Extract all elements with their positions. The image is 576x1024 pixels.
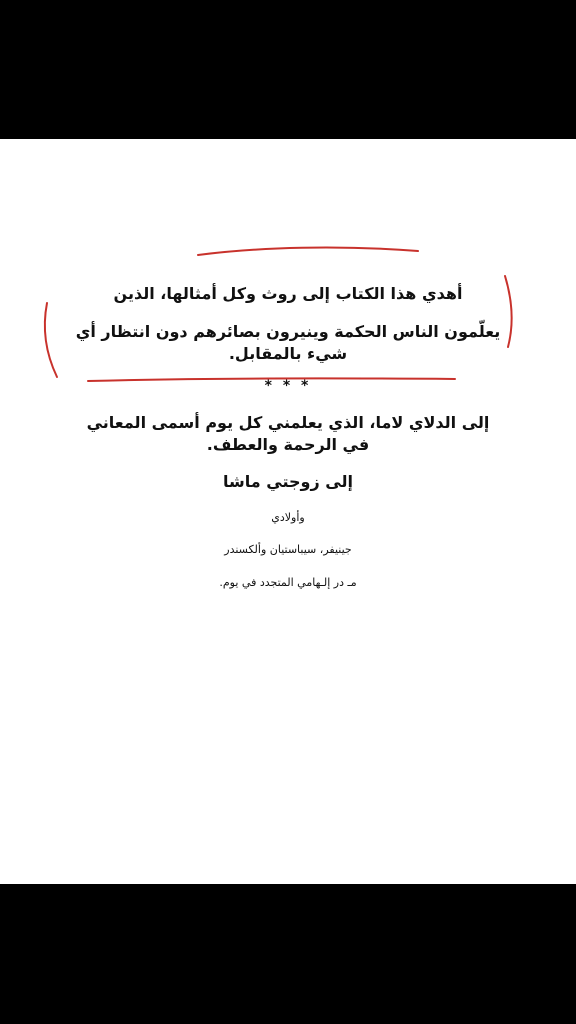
dedication-line-1: أهدي هذا الكتاب إلى روث وكل أمثالها، الذين [113,284,463,303]
section-separator: * * * [264,378,312,394]
dedication-line-8: جينيفر، سيباستيان وألكسندر [224,543,352,556]
dedication-line-4: إلى الدلاي لاما، الذي يعلمني كل يوم أسمى المعاني [86,413,490,432]
dedication-line-5: في الرحمة والعطف. [206,435,370,454]
dedication-line-2: يعلّمون الناس الحكمة وينيرون بصائرهم دون انتظار أي [75,322,501,341]
dedication-line-9: مـ در إلـهامي المتجدد في يوم. [219,576,357,589]
dedication-line-7: وأولادي [271,511,305,524]
document-page [0,139,576,884]
annotation-top-stroke [198,248,418,255]
dedication-line-6: إلى زوجتي ماشا [223,472,353,491]
dedication-line-3: شيء بالمقابل. [228,344,348,363]
